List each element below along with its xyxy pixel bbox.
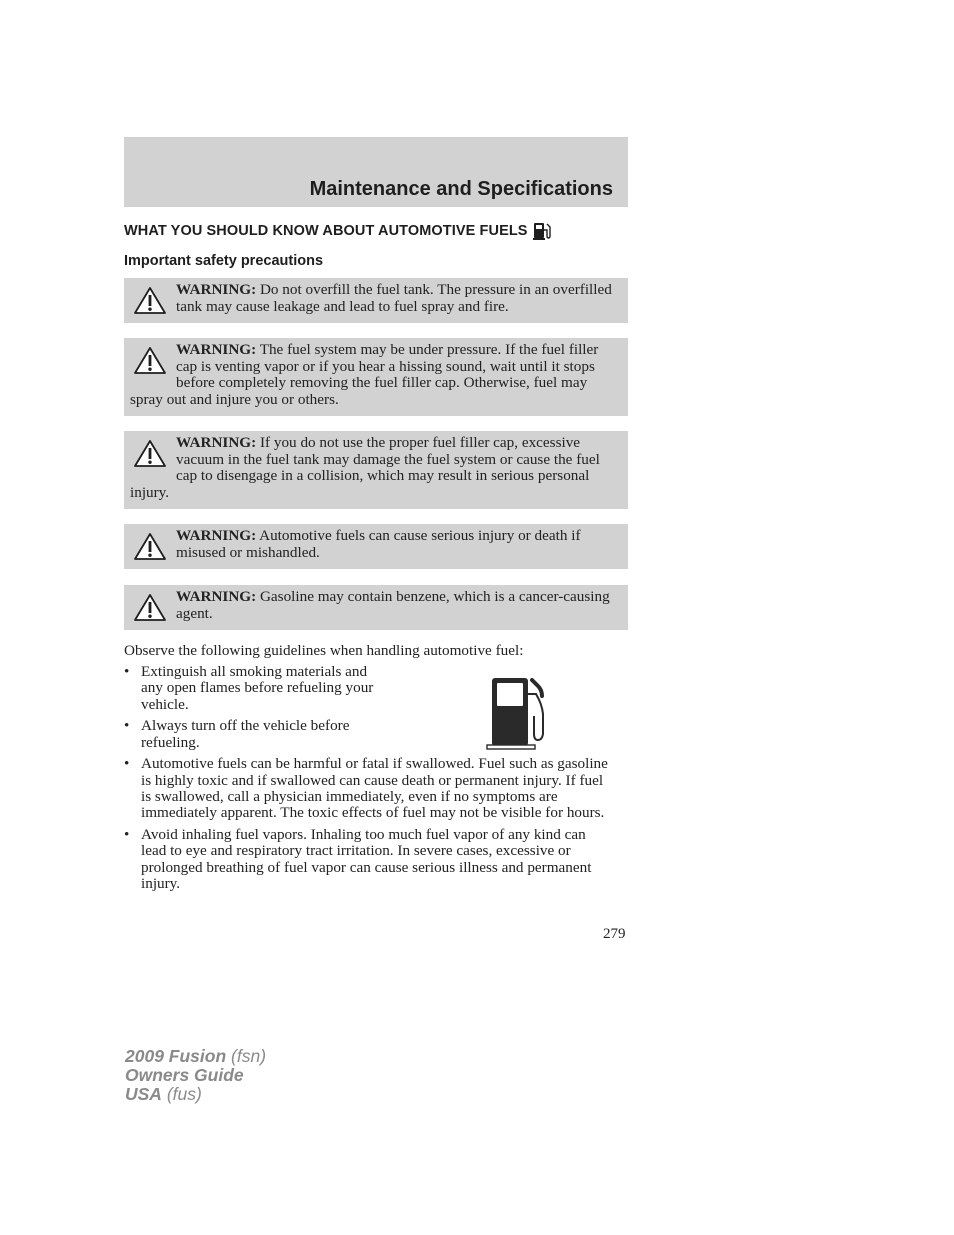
warning-triangle-icon [133, 286, 167, 316]
warning-label: WARNING: [176, 281, 257, 298]
list-item-text: Automotive fuels can be harmful or fatal if swallowed. Fuel such as gasoline is highly toxic and if swallowed can cause death or permanent injury. If fuel is swallowed, call a physician immediately, even if no symptoms are immediately apparent. The toxic effects of fuel may not be visible for hours. [141, 755, 608, 822]
warning-text: Do not overfill the fuel tank. The pressure in an overfilled tank may cause leakage and lead to fuel spray and fire. [176, 281, 612, 315]
footer-guide: Owners Guide [125, 1065, 244, 1085]
intro-text: Observe the following guidelines when handling automotive fuel: [124, 642, 524, 659]
section-title-text: WHAT YOU SHOULD KNOW ABOUT AUTOMOTIVE FUELS [124, 223, 528, 239]
fuel-pump-icon [533, 221, 551, 241]
footer-line-guide [125, 1066, 266, 1085]
warning-label: WARNING: [176, 341, 257, 358]
page-number: 279 [603, 926, 626, 942]
footer-region: USA [125, 1084, 162, 1104]
warning-label: WARNING: [176, 527, 257, 544]
footer-region-code: (fus) [166, 1084, 202, 1104]
chapter-title: Maintenance and Specifications [309, 178, 613, 200]
list-item: • Avoid inhaling fuel vapors. Inhaling too much fuel vapor of any kind can lead to eye and respiratory tract irritation. In severe cases, excessive or prolonged breathing of fuel vapor can cause serious illness and permanent injury. [124, 826, 592, 893]
list-item-text: Extinguish all smoking materials and any open flames before refueling your vehicle. [141, 663, 374, 713]
warning-label: WARNING: [176, 434, 257, 451]
subsection-title: Important safety precautions [124, 253, 324, 269]
warning-box [124, 431, 628, 509]
list-item: • Automotive fuels can be harmful or fatal if swallowed. Fuel such as gasoline is highly toxic and if swallowed can cause death or permanent injury. If fuel is swallowed, call a physician immediately, even if no symptoms are immediately apparent. The toxic effects of fuel may not be visible for hours. [124, 755, 608, 822]
warning-text: Gasoline may contain benzene, which is a cancer-causing agent. [176, 588, 610, 622]
list-item: • Always turn off the vehicle before refueling. [124, 717, 350, 751]
section-title [124, 221, 551, 241]
warning-box [124, 585, 628, 630]
warning-text: If you do not use the proper fuel filler cap, excessive vacuum in the fuel tank may damage the fuel system or cause the fuel cap to disengage in a collision, which may result in serious personal injury. [130, 434, 600, 501]
footer-model: 2009 Fusion [125, 1046, 227, 1066]
chapter-header [124, 137, 628, 207]
warning-box [124, 338, 628, 416]
warning-triangle-icon [133, 532, 167, 562]
footer-model-code: (fsn) [231, 1046, 267, 1066]
warning-box [124, 524, 628, 569]
warning-box [124, 278, 628, 323]
warning-triangle-icon [133, 346, 167, 376]
footer-line-model [125, 1047, 266, 1066]
warning-triangle-icon [133, 593, 167, 623]
footer [125, 1047, 266, 1104]
warning-label: WARNING: [176, 588, 257, 605]
warning-triangle-icon [133, 439, 167, 469]
list-item-text: Avoid inhaling fuel vapors. Inhaling too much fuel vapor of any kind can lead to eye and respiratory tract irritation. In severe cases, excessive or prolonged breathing of fuel vapor can cause serious illness and permanent injury. [141, 826, 592, 893]
footer-line-region [125, 1085, 266, 1104]
warning-text: The fuel system may be under pressure. If the fuel filler cap is venting vapor or if you hear a hissing sound, wait until it stops before completely removing the fuel filler cap. Otherwise, fuel may spray out and injure you or others. [130, 341, 599, 408]
fuel-pump-illustration [486, 676, 548, 750]
warning-text: Automotive fuels can cause serious injury or death if misused or mishandled. [176, 527, 581, 561]
list-item: • Extinguish all smoking materials and any open flames before refueling your vehicle. [124, 663, 374, 713]
list-item-text: Always turn off the vehicle before refueling. [141, 717, 350, 751]
